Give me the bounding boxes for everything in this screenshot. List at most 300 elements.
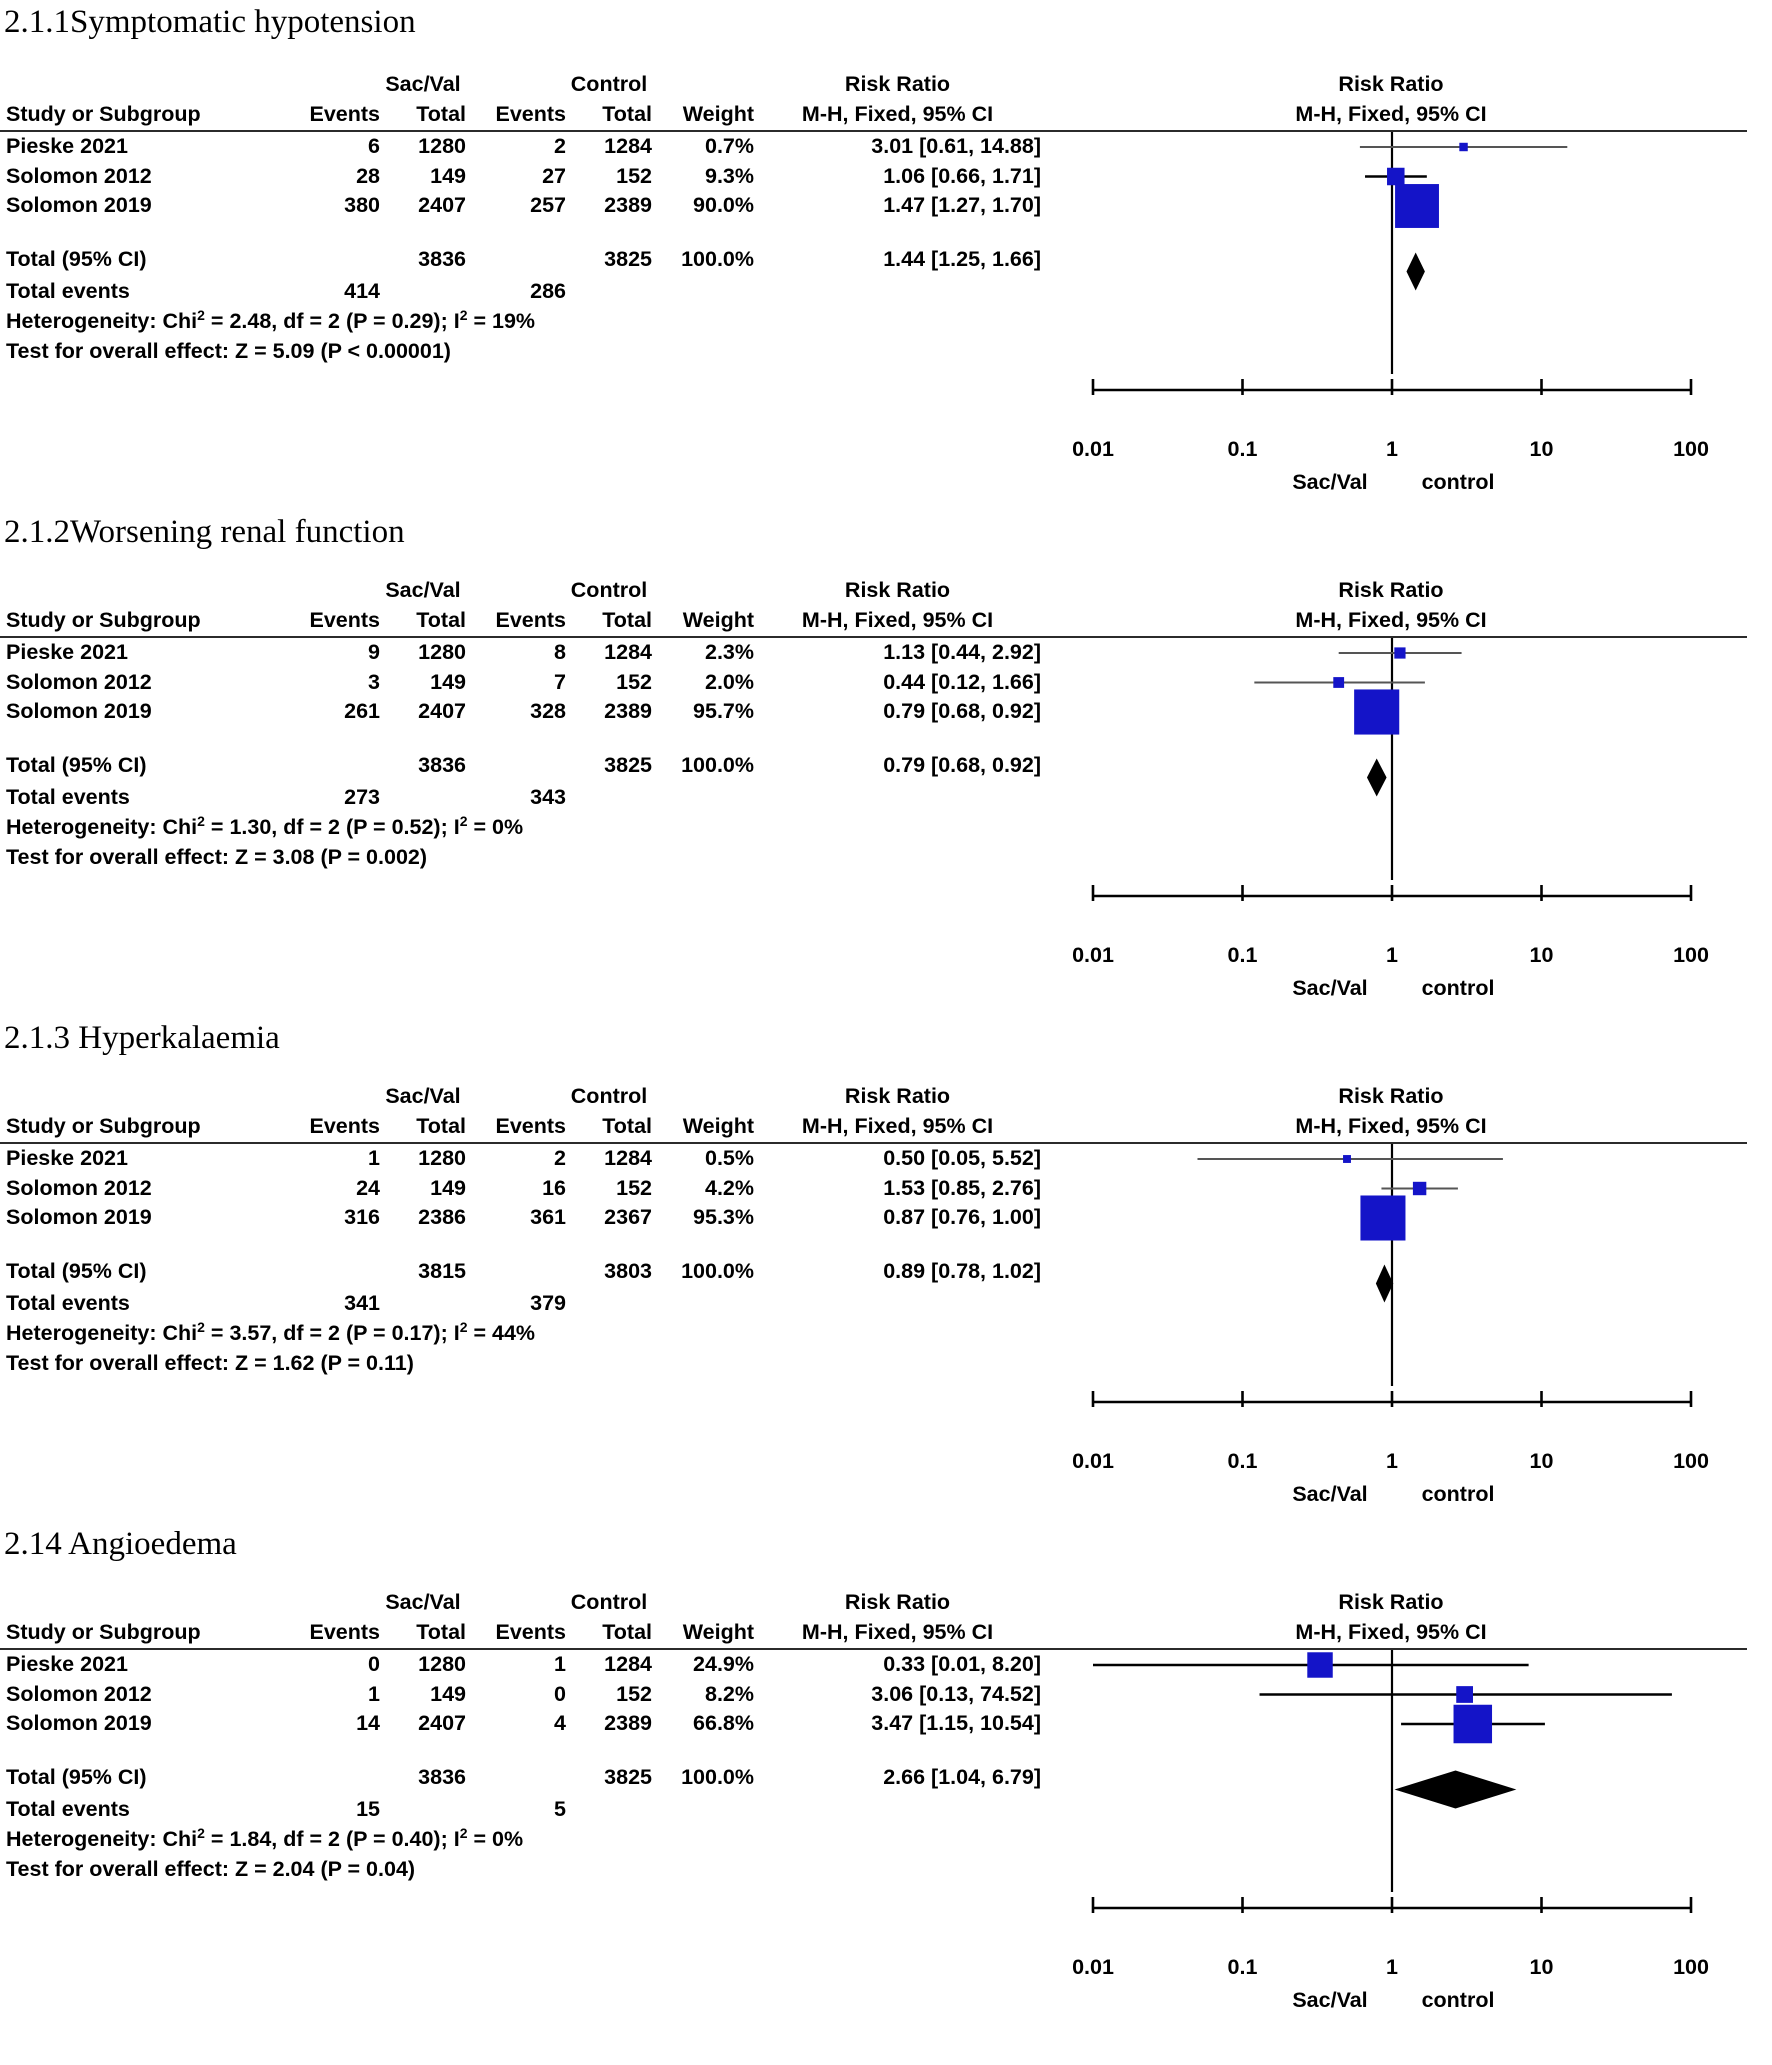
plot-canvas-wrapper xyxy=(1035,1650,1747,1950)
total-events-blank xyxy=(380,1288,466,1318)
overall-effect-text: Test for overall effect: Z = 3.08 (P = 0.002) xyxy=(6,844,428,869)
column-header-ci: M-H, Fixed, 95% CI xyxy=(754,605,1059,637)
weight: 0.7% xyxy=(704,134,754,158)
study-effect-marker xyxy=(1395,184,1439,228)
total-events-blank-4 xyxy=(754,1794,1059,1824)
study-effect-marker xyxy=(1454,1705,1493,1744)
column-header-study: Study or Subgroup xyxy=(0,99,288,131)
column-header-study: Study or Subgroup xyxy=(0,605,288,637)
weight: 2.0% xyxy=(704,669,754,694)
total-blank-2 xyxy=(466,243,566,276)
total-ci-label: Total (95% CI) xyxy=(6,246,147,271)
events-control: 27 xyxy=(542,163,566,188)
pooled-effect-diamond xyxy=(1395,1771,1517,1809)
weight: 95.7% xyxy=(693,699,754,723)
study-name: Solomon 2012 xyxy=(6,163,152,188)
forest-plot-pane xyxy=(1035,1587,1747,2016)
events-treat: 380 xyxy=(344,193,380,217)
group-header-control-left xyxy=(466,69,566,99)
study-name: Solomon 2012 xyxy=(6,669,152,694)
total-control: 152 xyxy=(616,1681,652,1706)
total-events-label: Total events xyxy=(6,278,130,303)
column-header-total-control: Total xyxy=(566,605,652,637)
x-axis-tick-label: 0.01 xyxy=(1072,943,1114,967)
total-control: 1284 xyxy=(604,1146,652,1170)
table-total-events-row xyxy=(0,1794,1059,1824)
forest-plot-pane xyxy=(1035,1081,1747,1510)
axis-favours-labels xyxy=(1035,972,1747,1004)
table-overall-effect-row xyxy=(0,336,1059,366)
forest-table xyxy=(0,69,1059,366)
events-control: 2 xyxy=(554,134,566,158)
table-total-events-row xyxy=(0,276,1059,306)
study-name: Pieske 2021 xyxy=(6,1652,128,1676)
axis-label-right: control xyxy=(1421,470,1495,494)
total-events-control: 286 xyxy=(530,278,566,303)
events-treat: 6 xyxy=(368,134,380,158)
total-events-label: Total events xyxy=(6,1290,130,1315)
total-control: 2389 xyxy=(604,193,652,217)
group-header-control: Control xyxy=(570,578,648,602)
panel-heading: 2.1.1Symptomatic hypotension xyxy=(4,4,416,40)
total-treat: 2407 xyxy=(418,699,466,723)
group-header-sacval: Sac/Val xyxy=(385,578,461,602)
column-header-events-treat: Events xyxy=(288,1617,380,1649)
risk-ratio-ci: 3.06 [0.13, 74.52] xyxy=(871,1681,1041,1706)
total-treat: 1280 xyxy=(418,1652,466,1676)
column-header-study: Study or Subgroup xyxy=(0,1617,288,1649)
table-spacer-row xyxy=(0,1233,1059,1255)
x-axis-tick-labels xyxy=(1035,938,1747,972)
weight: 24.9% xyxy=(693,1652,754,1676)
study-effect-marker xyxy=(1456,1686,1473,1703)
table-row xyxy=(0,1203,1059,1233)
events-treat: 24 xyxy=(356,1175,380,1200)
heterogeneity-text: Heterogeneity: Chi$^2$ = 3.57, df = 2 (P = 0.17); $I^2 = 44\%$ xyxy=(6,1318,536,1345)
table-spacer-row xyxy=(0,1739,1059,1761)
column-header-total-control: Total xyxy=(566,1111,652,1143)
axis-label-right: control xyxy=(1421,1988,1495,2012)
total-treat: 149 xyxy=(430,163,466,188)
column-header-weight: Weight xyxy=(652,1617,754,1649)
plot-title: Risk Ratio xyxy=(1338,1084,1444,1108)
total-control: 1284 xyxy=(604,1652,652,1676)
total-treat-n: 3836 xyxy=(418,246,466,271)
overall-effect-text: Test for overall effect: Z = 1.62 (P = 0.11) xyxy=(6,1350,414,1375)
total-weight: 100.0% xyxy=(681,752,754,777)
group-header-sacval-left xyxy=(288,69,380,99)
total-control-n: 3803 xyxy=(604,1258,652,1283)
total-events-control: 379 xyxy=(530,1290,566,1315)
forest-plot-canvas xyxy=(1035,1650,1747,1950)
study-name: Solomon 2012 xyxy=(6,1175,152,1200)
x-axis-tick-labels xyxy=(1035,1950,1747,1984)
table-row xyxy=(0,668,1059,698)
forest-table-pane xyxy=(0,575,1041,872)
table-overall-effect-row xyxy=(0,842,1059,872)
total-events-treat: 15 xyxy=(356,1796,380,1821)
column-header-study: Study or Subgroup xyxy=(0,1111,288,1143)
x-axis-tick-label: 100 xyxy=(1673,1449,1709,1473)
table-group-header-row xyxy=(0,69,1059,99)
table-heterogeneity-row xyxy=(0,812,1059,842)
pooled-effect-diamond xyxy=(1376,1265,1393,1303)
weight: 2.3% xyxy=(704,640,754,664)
study-name: Pieske 2021 xyxy=(6,134,128,158)
table-row xyxy=(0,697,1059,727)
total-events-blank-2 xyxy=(566,1288,652,1318)
study-effect-marker xyxy=(1307,1652,1332,1677)
table-group-header-row xyxy=(0,575,1059,605)
forest-panel xyxy=(0,1004,1772,1510)
total-events-treat: 341 xyxy=(344,1290,380,1315)
total-weight: 100.0% xyxy=(681,246,754,271)
table-row xyxy=(0,1649,1059,1680)
total-ci-label: Total (95% CI) xyxy=(6,1258,147,1283)
events-control: 8 xyxy=(554,640,566,664)
total-events-blank-2 xyxy=(566,782,652,812)
total-treat: 2407 xyxy=(418,193,466,217)
x-axis-tick-label: 0.1 xyxy=(1227,1449,1258,1473)
spacer-cell-weight xyxy=(652,1587,754,1617)
forest-body xyxy=(0,1081,1772,1510)
axis-favours-labels xyxy=(1035,1984,1747,2016)
pooled-effect-diamond xyxy=(1406,253,1424,291)
total-control: 2367 xyxy=(604,1205,652,1229)
risk-ratio-ci: 3.01 [0.61, 14.88] xyxy=(871,134,1041,158)
spacer-cell xyxy=(0,575,288,605)
forest-plot xyxy=(1035,1587,1747,2016)
x-axis-tick-label: 10 xyxy=(1529,943,1554,967)
forest-body xyxy=(0,575,1772,1004)
total-events-blank-2 xyxy=(566,276,652,306)
group-header-sacval-left xyxy=(288,575,380,605)
total-events-treat: 273 xyxy=(344,784,380,809)
overall-effect-text: Test for overall effect: Z = 5.09 (P < 0.00001) xyxy=(6,338,451,363)
forest-plot-canvas xyxy=(1035,132,1747,432)
total-control-n: 3825 xyxy=(604,752,652,777)
forest-table xyxy=(0,1081,1059,1378)
column-header-ci: M-H, Fixed, 95% CI xyxy=(754,99,1059,131)
pooled-effect-diamond xyxy=(1367,759,1387,797)
table-heterogeneity-row xyxy=(0,306,1059,336)
table-total-events-row xyxy=(0,1288,1059,1318)
forest-plot-pane xyxy=(1035,575,1747,1004)
column-header-total-treat: Total xyxy=(380,605,466,637)
table-spacer-row xyxy=(0,221,1059,243)
group-header-control: Control xyxy=(570,1590,648,1614)
axis-favours-labels xyxy=(1035,466,1747,498)
plot-title: Risk Ratio xyxy=(1338,578,1444,602)
total-control: 2389 xyxy=(604,699,652,723)
plot-subtitle: M-H, Fixed, 95% CI xyxy=(1035,605,1747,638)
total-risk-ratio-ci: 0.79 [0.68, 0.92] xyxy=(883,752,1041,777)
column-header-weight: Weight xyxy=(652,1111,754,1143)
axis-label-right: control xyxy=(1421,976,1495,1000)
table-heterogeneity-row xyxy=(0,1824,1059,1854)
x-axis-tick-label: 0.1 xyxy=(1227,943,1258,967)
risk-ratio-ci: 1.06 [0.66, 1.71] xyxy=(883,163,1041,188)
x-axis-tick-label: 1 xyxy=(1386,1955,1398,1979)
column-header-events-control: Events xyxy=(466,605,566,637)
total-control: 2389 xyxy=(604,1711,652,1735)
x-axis-tick-label: 0.01 xyxy=(1072,1955,1114,1979)
spacer-cell xyxy=(0,1587,288,1617)
study-effect-marker xyxy=(1333,677,1344,688)
group-header-sacval: Sac/Val xyxy=(385,72,461,96)
study-name: Solomon 2019 xyxy=(6,699,152,723)
table-overall-effect-row xyxy=(0,1348,1059,1378)
events-treat: 9 xyxy=(368,640,380,664)
x-axis-tick-label: 10 xyxy=(1529,1955,1554,1979)
overall-effect-text: Test for overall effect: Z = 2.04 (P = 0.04) xyxy=(6,1856,416,1881)
plot-canvas-wrapper xyxy=(1035,638,1747,938)
events-treat: 1 xyxy=(368,1146,380,1170)
table-group-header-row xyxy=(0,1081,1059,1111)
x-axis-tick-label: 100 xyxy=(1673,1955,1709,1979)
events-treat: 0 xyxy=(368,1652,380,1676)
total-treat: 2386 xyxy=(418,1205,466,1229)
study-effect-marker xyxy=(1360,1195,1405,1240)
group-header-control-left xyxy=(466,1081,566,1111)
events-control: 2 xyxy=(554,1146,566,1170)
total-blank xyxy=(288,1255,380,1288)
table-total-row xyxy=(0,749,1059,782)
spacer-cell xyxy=(0,69,288,99)
total-control: 152 xyxy=(616,669,652,694)
events-control: 1 xyxy=(554,1652,566,1676)
forest-body xyxy=(0,69,1772,498)
risk-ratio-ci: 1.53 [0.85, 2.76] xyxy=(883,1175,1041,1200)
column-header-ci: M-H, Fixed, 95% CI xyxy=(754,1111,1059,1143)
group-header-risk-ratio: Risk Ratio xyxy=(844,1590,951,1614)
study-effect-marker xyxy=(1413,1182,1426,1195)
risk-ratio-ci: 0.44 [0.12, 1.66] xyxy=(883,669,1041,694)
total-events-blank-3 xyxy=(652,276,754,306)
column-header-total-control: Total xyxy=(566,99,652,131)
forest-panel xyxy=(0,1510,1772,2016)
column-header-events-treat: Events xyxy=(288,99,380,131)
total-risk-ratio-ci: 2.66 [1.04, 6.79] xyxy=(883,1764,1041,1789)
forest-panel xyxy=(0,0,1772,498)
events-control: 4 xyxy=(554,1711,566,1735)
study-name: Solomon 2019 xyxy=(6,1711,152,1735)
spacer-cell xyxy=(0,1081,288,1111)
spacer-cell-weight xyxy=(652,1081,754,1111)
table-total-row xyxy=(0,1255,1059,1288)
total-events-blank-3 xyxy=(652,1288,754,1318)
total-blank-2 xyxy=(466,749,566,782)
group-header-sacval-left xyxy=(288,1081,380,1111)
x-axis-tick-label: 0.1 xyxy=(1227,1955,1258,1979)
total-events-blank-3 xyxy=(652,1794,754,1824)
plot-subtitle: M-H, Fixed, 95% CI xyxy=(1035,1111,1747,1144)
events-treat: 3 xyxy=(368,669,380,694)
total-treat: 2407 xyxy=(418,1711,466,1735)
table-column-header-row xyxy=(0,1111,1059,1143)
forest-body xyxy=(0,1587,1772,2016)
group-header-control-left xyxy=(466,1587,566,1617)
plot-title: Risk Ratio xyxy=(1338,72,1444,96)
weight: 9.3% xyxy=(704,163,754,188)
axis-label-left: Sac/Val xyxy=(1292,1482,1368,1506)
column-header-events-treat: Events xyxy=(288,1111,380,1143)
total-treat: 149 xyxy=(430,1175,466,1200)
column-header-ci: M-H, Fixed, 95% CI xyxy=(754,1617,1059,1649)
risk-ratio-ci: 0.87 [0.76, 1.00] xyxy=(883,1205,1041,1229)
events-control: 257 xyxy=(530,193,566,217)
weight: 95.3% xyxy=(693,1205,754,1229)
total-control: 1284 xyxy=(604,640,652,664)
events-treat: 1 xyxy=(368,1681,380,1706)
group-header-sacval: Sac/Val xyxy=(385,1084,461,1108)
total-treat: 149 xyxy=(430,669,466,694)
spacer-cell-weight xyxy=(652,575,754,605)
risk-ratio-ci: 0.33 [0.01, 8.20] xyxy=(883,1652,1041,1676)
x-axis-tick-label: 100 xyxy=(1673,943,1709,967)
heterogeneity-text: Heterogeneity: Chi$^2$ = 2.48, df = 2 (P = 0.29); $I^2 = 19\%$ xyxy=(6,306,536,333)
total-treat-n: 3815 xyxy=(418,1258,466,1283)
total-blank-2 xyxy=(466,1761,566,1794)
x-axis-tick-labels xyxy=(1035,1444,1747,1478)
forest-plot xyxy=(1035,69,1747,498)
events-control: 361 xyxy=(530,1205,566,1229)
panel-heading: 2.1.2Worsening renal function xyxy=(4,514,405,550)
forest-table xyxy=(0,1587,1059,1884)
table-column-header-row xyxy=(0,99,1059,131)
table-total-row xyxy=(0,243,1059,276)
study-effect-marker xyxy=(1459,143,1467,151)
column-header-events-control: Events xyxy=(466,1111,566,1143)
total-events-blank xyxy=(380,276,466,306)
events-treat: 14 xyxy=(356,1711,380,1735)
forest-panel xyxy=(0,498,1772,1004)
axis-label-left: Sac/Val xyxy=(1292,470,1368,494)
total-ci-label: Total (95% CI) xyxy=(6,752,147,777)
axis-label-left: Sac/Val xyxy=(1292,1988,1368,2012)
total-weight: 100.0% xyxy=(681,1764,754,1789)
plot-subtitle: M-H, Fixed, 95% CI xyxy=(1035,99,1747,132)
events-treat: 316 xyxy=(344,1205,380,1229)
spacer-cell-weight xyxy=(652,69,754,99)
events-treat: 28 xyxy=(356,163,380,188)
column-header-events-control: Events xyxy=(466,1617,566,1649)
events-treat: 261 xyxy=(344,699,380,723)
panel-heading: 2.14 Angioedema xyxy=(4,1526,237,1562)
total-events-blank xyxy=(380,782,466,812)
x-axis-tick-label: 100 xyxy=(1673,437,1709,461)
group-header-control: Control xyxy=(570,1084,648,1108)
table-row xyxy=(0,1709,1059,1739)
total-treat: 1280 xyxy=(418,1146,466,1170)
column-header-total-treat: Total xyxy=(380,1617,466,1649)
x-axis-tick-label: 1 xyxy=(1386,943,1398,967)
events-control: 328 xyxy=(530,699,566,723)
forest-table xyxy=(0,575,1059,872)
axis-label-left: Sac/Val xyxy=(1292,976,1368,1000)
total-blank xyxy=(288,1761,380,1794)
total-control-n: 3825 xyxy=(604,246,652,271)
group-header-risk-ratio: Risk Ratio xyxy=(844,72,951,96)
study-effect-marker xyxy=(1354,689,1399,734)
events-control: 0 xyxy=(554,1681,566,1706)
total-events-blank-4 xyxy=(754,1288,1059,1318)
total-events-blank-3 xyxy=(652,782,754,812)
forest-table-pane xyxy=(0,1587,1041,1884)
column-header-events-control: Events xyxy=(466,99,566,131)
study-name: Solomon 2012 xyxy=(6,1681,152,1706)
total-events-blank-4 xyxy=(754,276,1059,306)
risk-ratio-ci: 3.47 [1.15, 10.54] xyxy=(871,1711,1041,1735)
table-row xyxy=(0,1680,1059,1710)
forest-table-pane xyxy=(0,1081,1041,1378)
risk-ratio-ci: 0.79 [0.68, 0.92] xyxy=(883,699,1041,723)
table-heterogeneity-row xyxy=(0,1318,1059,1348)
column-header-total-treat: Total xyxy=(380,1111,466,1143)
column-header-total-control: Total xyxy=(566,1617,652,1649)
x-axis-tick-label: 1 xyxy=(1386,1449,1398,1473)
forest-plot-canvas xyxy=(1035,1144,1747,1444)
plot-canvas-wrapper xyxy=(1035,132,1747,432)
x-axis-tick-label: 0.1 xyxy=(1227,437,1258,461)
total-blank xyxy=(288,243,380,276)
study-effect-marker xyxy=(1343,1155,1351,1163)
forest-table-pane xyxy=(0,69,1041,366)
weight: 0.5% xyxy=(704,1146,754,1170)
total-events-blank-2 xyxy=(566,1794,652,1824)
total-events-label: Total events xyxy=(6,1796,130,1821)
total-blank-2 xyxy=(466,1255,566,1288)
table-row xyxy=(0,131,1059,162)
table-row xyxy=(0,191,1059,221)
column-header-events-treat: Events xyxy=(288,605,380,637)
study-name: Solomon 2019 xyxy=(6,1205,152,1229)
x-axis-tick-label: 10 xyxy=(1529,1449,1554,1473)
total-risk-ratio-ci: 0.89 [0.78, 1.02] xyxy=(883,1258,1041,1283)
group-header-risk-ratio: Risk Ratio xyxy=(844,1084,951,1108)
forest-plot-canvas xyxy=(1035,638,1747,938)
table-spacer-row xyxy=(0,727,1059,749)
plot-title: Risk Ratio xyxy=(1338,1590,1444,1614)
events-control: 16 xyxy=(542,1175,566,1200)
table-total-events-row xyxy=(0,782,1059,812)
total-treat-n: 3836 xyxy=(418,752,466,777)
axis-label-right: control xyxy=(1421,1482,1495,1506)
column-header-total-treat: Total xyxy=(380,99,466,131)
group-header-sacval: Sac/Val xyxy=(385,1590,461,1614)
heterogeneity-text: Heterogeneity: Chi$^2$ = 1.30, df = 2 (P = 0.52); $I^2 = 0\%$ xyxy=(6,812,524,839)
total-treat: 149 xyxy=(430,1681,466,1706)
table-row xyxy=(0,637,1059,668)
study-name: Solomon 2019 xyxy=(6,193,152,217)
table-row xyxy=(0,162,1059,192)
study-name: Pieske 2021 xyxy=(6,640,128,664)
total-events-blank-4 xyxy=(754,782,1059,812)
x-axis-tick-label: 0.01 xyxy=(1072,1449,1114,1473)
x-axis-tick-label: 10 xyxy=(1529,437,1554,461)
study-name: Pieske 2021 xyxy=(6,1146,128,1170)
total-control: 152 xyxy=(616,163,652,188)
total-events-blank xyxy=(380,1794,466,1824)
plot-canvas-wrapper xyxy=(1035,1144,1747,1444)
total-control: 1284 xyxy=(604,134,652,158)
forest-plot-pane xyxy=(1035,69,1747,498)
table-group-header-row xyxy=(0,1587,1059,1617)
total-treat: 1280 xyxy=(418,640,466,664)
axis-favours-labels xyxy=(1035,1478,1747,1510)
weight: 4.2% xyxy=(704,1175,754,1200)
table-column-header-row xyxy=(0,1617,1059,1649)
